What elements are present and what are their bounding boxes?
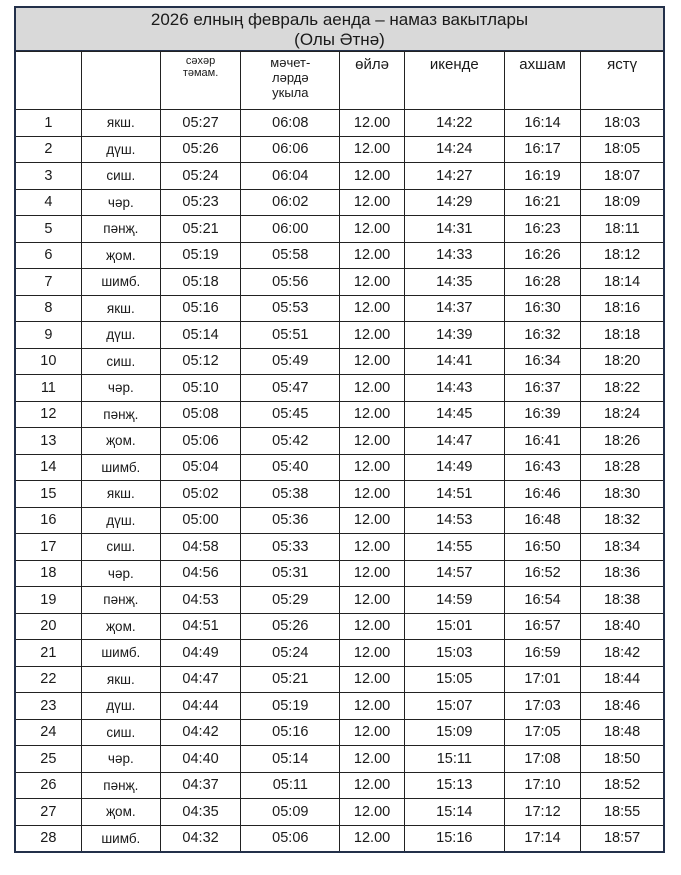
table-header — [15, 52, 664, 110]
table-row — [15, 242, 664, 269]
cell-mechet: 05:14 — [241, 746, 340, 773]
cell-date: 15 — [15, 481, 81, 508]
header-mechet: мәчет- ләрдә укыла — [241, 52, 340, 110]
cell-sahar: 05:14 — [160, 322, 240, 349]
cell-sahar: 05:06 — [160, 428, 240, 455]
cell-mechet: 06:00 — [241, 216, 340, 243]
cell-weekday: чәр. — [81, 560, 160, 587]
cell-date: 9 — [15, 322, 81, 349]
cell-yastu: 18:28 — [581, 454, 664, 481]
table-row — [15, 666, 664, 693]
cell-weekday: шимб. — [81, 269, 160, 296]
cell-yastu: 18:46 — [581, 693, 664, 720]
cell-sahar: 05:18 — [160, 269, 240, 296]
cell-mechet: 05:33 — [241, 534, 340, 561]
header-akhsham: ахшам — [504, 52, 580, 110]
cell-sahar: 05:24 — [160, 163, 240, 190]
cell-ikende: 14:55 — [404, 534, 504, 561]
table-row — [15, 772, 664, 799]
cell-akhsham: 16:21 — [504, 189, 580, 216]
cell-yastu: 18:26 — [581, 428, 664, 455]
cell-akhsham: 16:23 — [504, 216, 580, 243]
cell-ikende: 15:05 — [404, 666, 504, 693]
header-ikende: икенде — [404, 52, 504, 110]
cell-weekday: шимб. — [81, 640, 160, 667]
cell-date: 20 — [15, 613, 81, 640]
cell-oyle: 12.00 — [340, 772, 404, 799]
cell-date: 18 — [15, 560, 81, 587]
cell-weekday: чәр. — [81, 189, 160, 216]
cell-akhsham: 17:08 — [504, 746, 580, 773]
cell-yastu: 18:38 — [581, 587, 664, 614]
cell-date: 12 — [15, 401, 81, 428]
cell-weekday: җом. — [81, 428, 160, 455]
cell-oyle: 12.00 — [340, 110, 404, 137]
cell-akhsham: 17:14 — [504, 825, 580, 852]
cell-oyle: 12.00 — [340, 719, 404, 746]
cell-akhsham: 17:01 — [504, 666, 580, 693]
cell-akhsham: 16:34 — [504, 348, 580, 375]
cell-mechet: 06:04 — [241, 163, 340, 190]
cell-sahar: 04:40 — [160, 746, 240, 773]
cell-oyle: 12.00 — [340, 163, 404, 190]
cell-akhsham: 17:05 — [504, 719, 580, 746]
cell-ikende: 15:03 — [404, 640, 504, 667]
cell-mechet: 05:16 — [241, 719, 340, 746]
table-row — [15, 534, 664, 561]
cell-mechet: 05:26 — [241, 613, 340, 640]
cell-weekday: пәнҗ. — [81, 216, 160, 243]
cell-date: 19 — [15, 587, 81, 614]
cell-weekday: сиш. — [81, 534, 160, 561]
cell-weekday: шимб. — [81, 825, 160, 852]
cell-akhsham: 16:57 — [504, 613, 580, 640]
cell-ikende: 15:13 — [404, 772, 504, 799]
cell-oyle: 12.00 — [340, 401, 404, 428]
cell-date: 28 — [15, 825, 81, 852]
cell-yastu: 18:20 — [581, 348, 664, 375]
cell-date: 8 — [15, 295, 81, 322]
page-title: 2026 елның февраль аенда – намаз вакытлары — [150, 10, 529, 29]
cell-akhsham: 16:37 — [504, 375, 580, 402]
cell-mechet: 05:06 — [241, 825, 340, 852]
cell-oyle: 12.00 — [340, 534, 404, 561]
cell-oyle: 12.00 — [340, 746, 404, 773]
cell-akhsham: 16:19 — [504, 163, 580, 190]
cell-oyle: 12.00 — [340, 136, 404, 163]
cell-ikende: 14:47 — [404, 428, 504, 455]
cell-yastu: 18:57 — [581, 825, 664, 852]
cell-mechet: 05:24 — [241, 640, 340, 667]
table-row — [15, 269, 664, 296]
cell-oyle: 12.00 — [340, 613, 404, 640]
cell-mechet: 05:11 — [241, 772, 340, 799]
cell-akhsham: 16:17 — [504, 136, 580, 163]
cell-weekday: дүш. — [81, 507, 160, 534]
cell-weekday: якш. — [81, 481, 160, 508]
cell-sahar: 05:04 — [160, 454, 240, 481]
cell-yastu: 18:48 — [581, 719, 664, 746]
cell-yastu: 18:30 — [581, 481, 664, 508]
cell-akhsham: 16:50 — [504, 534, 580, 561]
header-date — [15, 52, 81, 110]
cell-mechet: 06:06 — [241, 136, 340, 163]
cell-date: 4 — [15, 189, 81, 216]
cell-akhsham: 16:32 — [504, 322, 580, 349]
cell-akhsham: 16:39 — [504, 401, 580, 428]
cell-weekday: чәр. — [81, 746, 160, 773]
cell-mechet: 05:40 — [241, 454, 340, 481]
cell-date: 25 — [15, 746, 81, 773]
cell-mechet: 05:36 — [241, 507, 340, 534]
cell-date: 5 — [15, 216, 81, 243]
cell-yastu: 18:32 — [581, 507, 664, 534]
cell-yastu: 18:16 — [581, 295, 664, 322]
cell-yastu: 18:34 — [581, 534, 664, 561]
table-row — [15, 799, 664, 826]
table-row — [15, 110, 664, 137]
cell-sahar: 04:32 — [160, 825, 240, 852]
cell-date: 11 — [15, 375, 81, 402]
cell-ikende: 14:24 — [404, 136, 504, 163]
cell-ikende: 14:33 — [404, 242, 504, 269]
cell-ikende: 15:07 — [404, 693, 504, 720]
table-row — [15, 401, 664, 428]
cell-akhsham: 16:28 — [504, 269, 580, 296]
cell-mechet: 05:47 — [241, 375, 340, 402]
cell-akhsham: 17:12 — [504, 799, 580, 826]
cell-date: 23 — [15, 693, 81, 720]
cell-date: 1 — [15, 110, 81, 137]
cell-akhsham: 16:59 — [504, 640, 580, 667]
cell-sahar: 04:35 — [160, 799, 240, 826]
cell-sahar: 04:53 — [160, 587, 240, 614]
cell-yastu: 18:52 — [581, 772, 664, 799]
cell-date: 27 — [15, 799, 81, 826]
cell-sahar: 04:47 — [160, 666, 240, 693]
header-weekday — [81, 52, 160, 110]
cell-date: 10 — [15, 348, 81, 375]
cell-ikende: 14:37 — [404, 295, 504, 322]
cell-ikende: 14:41 — [404, 348, 504, 375]
cell-yastu: 18:22 — [581, 375, 664, 402]
cell-yastu: 18:55 — [581, 799, 664, 826]
cell-oyle: 12.00 — [340, 216, 404, 243]
cell-date: 6 — [15, 242, 81, 269]
table-row — [15, 693, 664, 720]
cell-sahar: 04:42 — [160, 719, 240, 746]
cell-sahar: 05:10 — [160, 375, 240, 402]
cell-yastu: 18:03 — [581, 110, 664, 137]
cell-oyle: 12.00 — [340, 481, 404, 508]
prayer-times-table — [14, 51, 665, 853]
cell-oyle: 12.00 — [340, 189, 404, 216]
table-row — [15, 322, 664, 349]
cell-weekday: сиш. — [81, 163, 160, 190]
cell-akhsham: 16:26 — [504, 242, 580, 269]
cell-oyle: 12.00 — [340, 560, 404, 587]
cell-oyle: 12.00 — [340, 322, 404, 349]
cell-oyle: 12.00 — [340, 666, 404, 693]
cell-mechet: 05:49 — [241, 348, 340, 375]
table-row — [15, 825, 664, 852]
cell-date: 13 — [15, 428, 81, 455]
table-row — [15, 163, 664, 190]
cell-oyle: 12.00 — [340, 825, 404, 852]
cell-oyle: 12.00 — [340, 375, 404, 402]
cell-date: 22 — [15, 666, 81, 693]
table-row — [15, 560, 664, 587]
cell-sahar: 05:02 — [160, 481, 240, 508]
table-row — [15, 348, 664, 375]
cell-akhsham: 17:03 — [504, 693, 580, 720]
table-row — [15, 640, 664, 667]
cell-ikende: 14:49 — [404, 454, 504, 481]
cell-akhsham: 16:30 — [504, 295, 580, 322]
cell-date: 16 — [15, 507, 81, 534]
cell-oyle: 12.00 — [340, 640, 404, 667]
cell-sahar: 05:12 — [160, 348, 240, 375]
cell-yastu: 18:07 — [581, 163, 664, 190]
cell-weekday: пәнҗ. — [81, 401, 160, 428]
cell-weekday: чәр. — [81, 375, 160, 402]
cell-mechet: 05:58 — [241, 242, 340, 269]
cell-yastu: 18:05 — [581, 136, 664, 163]
cell-weekday: дүш. — [81, 136, 160, 163]
cell-akhsham: 16:54 — [504, 587, 580, 614]
cell-date: 7 — [15, 269, 81, 296]
cell-mechet: 05:42 — [241, 428, 340, 455]
table-row — [15, 375, 664, 402]
cell-ikende: 15:09 — [404, 719, 504, 746]
cell-sahar: 04:44 — [160, 693, 240, 720]
cell-yastu: 18:42 — [581, 640, 664, 667]
cell-mechet: 05:51 — [241, 322, 340, 349]
header-sahar: сәхәр тәмам. — [160, 52, 240, 110]
cell-mechet: 05:38 — [241, 481, 340, 508]
cell-weekday: сиш. — [81, 719, 160, 746]
header-oyle: өйлә — [340, 52, 404, 110]
cell-sahar: 05:16 — [160, 295, 240, 322]
cell-yastu: 18:40 — [581, 613, 664, 640]
cell-sahar: 04:49 — [160, 640, 240, 667]
cell-ikende: 14:35 — [404, 269, 504, 296]
cell-yastu: 18:18 — [581, 322, 664, 349]
cell-oyle: 12.00 — [340, 454, 404, 481]
cell-akhsham: 16:14 — [504, 110, 580, 137]
cell-oyle: 12.00 — [340, 242, 404, 269]
cell-yastu: 18:14 — [581, 269, 664, 296]
cell-mechet: 05:53 — [241, 295, 340, 322]
cell-akhsham: 16:52 — [504, 560, 580, 587]
cell-sahar: 05:26 — [160, 136, 240, 163]
cell-weekday: якш. — [81, 666, 160, 693]
cell-ikende: 15:16 — [404, 825, 504, 852]
cell-weekday: пәнҗ. — [81, 587, 160, 614]
cell-mechet: 06:08 — [241, 110, 340, 137]
cell-mechet: 06:02 — [241, 189, 340, 216]
cell-ikende: 14:43 — [404, 375, 504, 402]
cell-sahar: 04:51 — [160, 613, 240, 640]
cell-sahar: 04:37 — [160, 772, 240, 799]
cell-sahar: 04:58 — [160, 534, 240, 561]
cell-weekday: якш. — [81, 110, 160, 137]
table-row — [15, 746, 664, 773]
cell-mechet: 05:19 — [241, 693, 340, 720]
cell-mechet: 05:56 — [241, 269, 340, 296]
cell-ikende: 14:53 — [404, 507, 504, 534]
cell-weekday: сиш. — [81, 348, 160, 375]
cell-yastu: 18:36 — [581, 560, 664, 587]
prayer-times-sheet — [14, 6, 665, 853]
cell-sahar: 04:56 — [160, 560, 240, 587]
cell-date: 2 — [15, 136, 81, 163]
table-row — [15, 507, 664, 534]
table-row — [15, 428, 664, 455]
cell-date: 17 — [15, 534, 81, 561]
cell-weekday: дүш. — [81, 693, 160, 720]
cell-oyle: 12.00 — [340, 693, 404, 720]
page-subtitle: (Олы Әтнә) — [294, 30, 385, 49]
cell-mechet: 05:09 — [241, 799, 340, 826]
cell-date: 21 — [15, 640, 81, 667]
cell-yastu: 18:12 — [581, 242, 664, 269]
cell-akhsham: 16:43 — [504, 454, 580, 481]
cell-date: 24 — [15, 719, 81, 746]
cell-date: 26 — [15, 772, 81, 799]
cell-ikende: 14:51 — [404, 481, 504, 508]
cell-sahar: 05:21 — [160, 216, 240, 243]
cell-oyle: 12.00 — [340, 799, 404, 826]
cell-akhsham: 16:48 — [504, 507, 580, 534]
cell-mechet: 05:45 — [241, 401, 340, 428]
table-row — [15, 454, 664, 481]
cell-weekday: шимб. — [81, 454, 160, 481]
cell-sahar: 05:23 — [160, 189, 240, 216]
cell-ikende: 14:22 — [404, 110, 504, 137]
cell-sahar: 05:27 — [160, 110, 240, 137]
cell-ikende: 14:27 — [404, 163, 504, 190]
cell-sahar: 05:00 — [160, 507, 240, 534]
cell-weekday: дүш. — [81, 322, 160, 349]
table-row — [15, 189, 664, 216]
table-body — [15, 110, 664, 853]
cell-sahar: 05:08 — [160, 401, 240, 428]
cell-ikende: 15:11 — [404, 746, 504, 773]
cell-oyle: 12.00 — [340, 507, 404, 534]
cell-ikende: 15:14 — [404, 799, 504, 826]
table-row — [15, 587, 664, 614]
cell-weekday: җом. — [81, 613, 160, 640]
cell-oyle: 12.00 — [340, 587, 404, 614]
title-box — [14, 6, 665, 51]
cell-akhsham: 16:41 — [504, 428, 580, 455]
table-row — [15, 136, 664, 163]
table-row — [15, 481, 664, 508]
cell-ikende: 14:45 — [404, 401, 504, 428]
cell-weekday: пәнҗ. — [81, 772, 160, 799]
cell-ikende: 15:01 — [404, 613, 504, 640]
cell-yastu: 18:44 — [581, 666, 664, 693]
cell-akhsham: 16:46 — [504, 481, 580, 508]
cell-yastu: 18:09 — [581, 189, 664, 216]
cell-weekday: якш. — [81, 295, 160, 322]
table-row — [15, 216, 664, 243]
cell-ikende: 14:39 — [404, 322, 504, 349]
cell-mechet: 05:31 — [241, 560, 340, 587]
cell-ikende: 14:57 — [404, 560, 504, 587]
cell-yastu: 18:11 — [581, 216, 664, 243]
table-row — [15, 719, 664, 746]
cell-oyle: 12.00 — [340, 348, 404, 375]
cell-yastu: 18:50 — [581, 746, 664, 773]
cell-oyle: 12.00 — [340, 428, 404, 455]
cell-date: 14 — [15, 454, 81, 481]
cell-yastu: 18:24 — [581, 401, 664, 428]
table-row — [15, 295, 664, 322]
cell-ikende: 14:29 — [404, 189, 504, 216]
cell-oyle: 12.00 — [340, 295, 404, 322]
table-row — [15, 613, 664, 640]
cell-sahar: 05:19 — [160, 242, 240, 269]
cell-akhsham: 17:10 — [504, 772, 580, 799]
cell-oyle: 12.00 — [340, 269, 404, 296]
cell-date: 3 — [15, 163, 81, 190]
header-yastu: ястү — [581, 52, 664, 110]
cell-ikende: 14:31 — [404, 216, 504, 243]
cell-weekday: җом. — [81, 799, 160, 826]
cell-weekday: җом. — [81, 242, 160, 269]
cell-ikende: 14:59 — [404, 587, 504, 614]
cell-mechet: 05:29 — [241, 587, 340, 614]
cell-mechet: 05:21 — [241, 666, 340, 693]
